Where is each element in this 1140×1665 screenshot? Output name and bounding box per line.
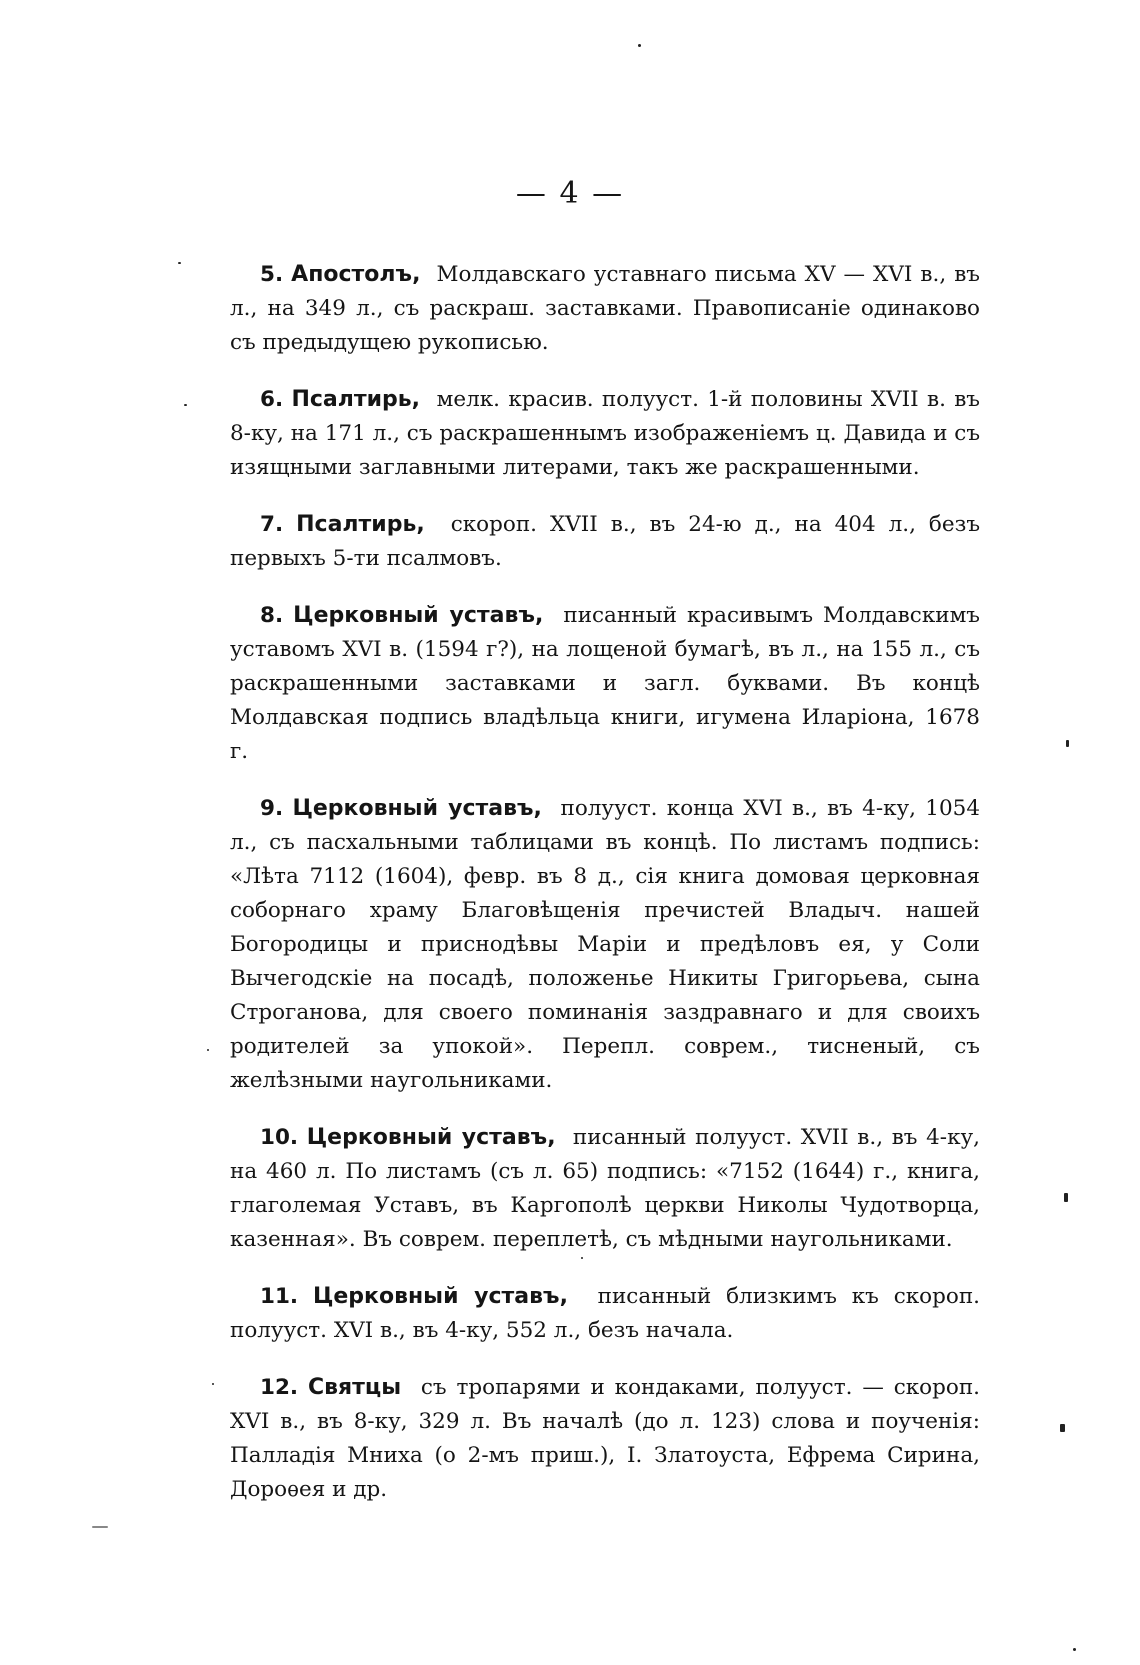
entry-description: писанный красивымъ Молдавскимъ уставомъ XVI в. (1594 г?), на лощеной бумагѣ, въ л., на 155 л., съ раскрашенными заставками и загл. буквами. Въ концѣ Молдавская подпись владѣльца книги, игумена Иларіона, 1678 г.: [230, 602, 980, 764]
entry-number: 10.: [260, 1124, 299, 1150]
entry-title: Церковный уставъ,: [312, 1283, 568, 1309]
catalog-entry-7: [230, 508, 980, 576]
entry-description: съ тропарями и кондаками, полууст. — скороп. XVI в., въ 8-ку, 329 л. Въ началѣ (до л. 123) слова и поученія: Палладія Мниха (о 2-мъ приш.), І. Златоуста, Ефрема Сирина, Дороѳея и др.: [230, 1374, 980, 1502]
scan-speck: [638, 44, 641, 47]
scan-speck: [178, 262, 181, 264]
scan-speck: [1060, 1424, 1065, 1432]
entry-title: Церковный уставъ,: [292, 795, 542, 821]
entry-title: Церковный уставъ,: [306, 1124, 556, 1150]
entry-title: Псалтирь,: [296, 511, 425, 537]
catalog-entries: [230, 236, 980, 1530]
scan-speck: [184, 404, 187, 406]
entry-title: Церковный уставъ,: [293, 602, 544, 628]
scan-speck: [207, 1049, 209, 1051]
entry-description: Молдавскаго уставнаго письма XV — XVI в., въ л., на 349 л., съ раскраш. заставками. Правописаніе одинаково съ предыдущею рукописью.: [230, 261, 980, 355]
entry-description: писанный полууст. XVII в., въ 4-ку, на 460 л. По листамъ (съ л. 65) подпись: «7152 (1644) г., книга, глаголемая Уставъ, въ Каргополѣ церкви Николы Чудотворца, казенная». Въ соврем. переплетѣ, съ мѣдными наугольниками.: [230, 1124, 980, 1252]
catalog-entry-8: [230, 599, 980, 769]
catalog-entry-5: [230, 258, 980, 360]
entry-number: 5.: [260, 261, 284, 287]
scan-speck: [1073, 1648, 1076, 1651]
entry-description: мелк. красив. полууст. 1-й половины XVII в. въ 8-ку, на 171 л., съ раскрашеннымъ изображеніемъ ц. Давида и съ изящными заглавными литерами, такъ же раскрашенными.: [230, 386, 980, 480]
scan-speck: [92, 1526, 108, 1528]
scan-speck: [1066, 740, 1069, 747]
entry-title: Апостолъ,: [291, 261, 421, 287]
entry-title: Псалтирь,: [291, 386, 421, 412]
catalog-entry-6: [230, 383, 980, 485]
entry-number: 7.: [260, 511, 284, 537]
entry-number: 8.: [260, 602, 284, 628]
catalog-entry-12: [230, 1371, 980, 1507]
entry-description: скороп. XVII в., въ 24-ю д., на 404 л., безъ первыхъ 5-ти псалмовъ.: [230, 511, 980, 571]
entry-number: 9.: [260, 795, 284, 821]
entry-number: 6.: [260, 386, 284, 412]
entry-description: полууст. конца XVI в., въ 4-ку, 1054 л., съ пасхальными таблицами въ концѣ. По листамъ подпись: «Лѣта 7112 (1604), февр. въ 8 д., сія книга домовая церковная соборнаго храму Благовѣщенія пречистей Владыч. нашей Богородицы и приснодѣвы Маріи и предѣловъ ея, у Соли Вычегодскіе на посадѣ, положенье Никиты Григорьева, сына Строганова, для своего поминанія заздравнаго и для своихъ родителей за упокой». Перепл. соврем., тисненый, съ желѣзными наугольниками.: [230, 795, 981, 1093]
scan-speck: [581, 1257, 583, 1259]
entry-number: 11.: [260, 1283, 299, 1309]
catalog-entry-10: [230, 1121, 980, 1257]
entry-description: писанный близкимъ къ скороп. полууст. XVI в., въ 4-ку, 552 л., безъ начала.: [230, 1283, 980, 1343]
entry-title: Святцы: [307, 1374, 402, 1400]
scan-speck: [212, 1383, 214, 1385]
entry-number: 12.: [260, 1374, 299, 1400]
catalog-entry-9: [230, 792, 980, 1098]
page-number: — 4 —: [515, 176, 625, 211]
scan-speck: [1064, 1193, 1068, 1202]
catalog-entry-11: [230, 1280, 980, 1348]
